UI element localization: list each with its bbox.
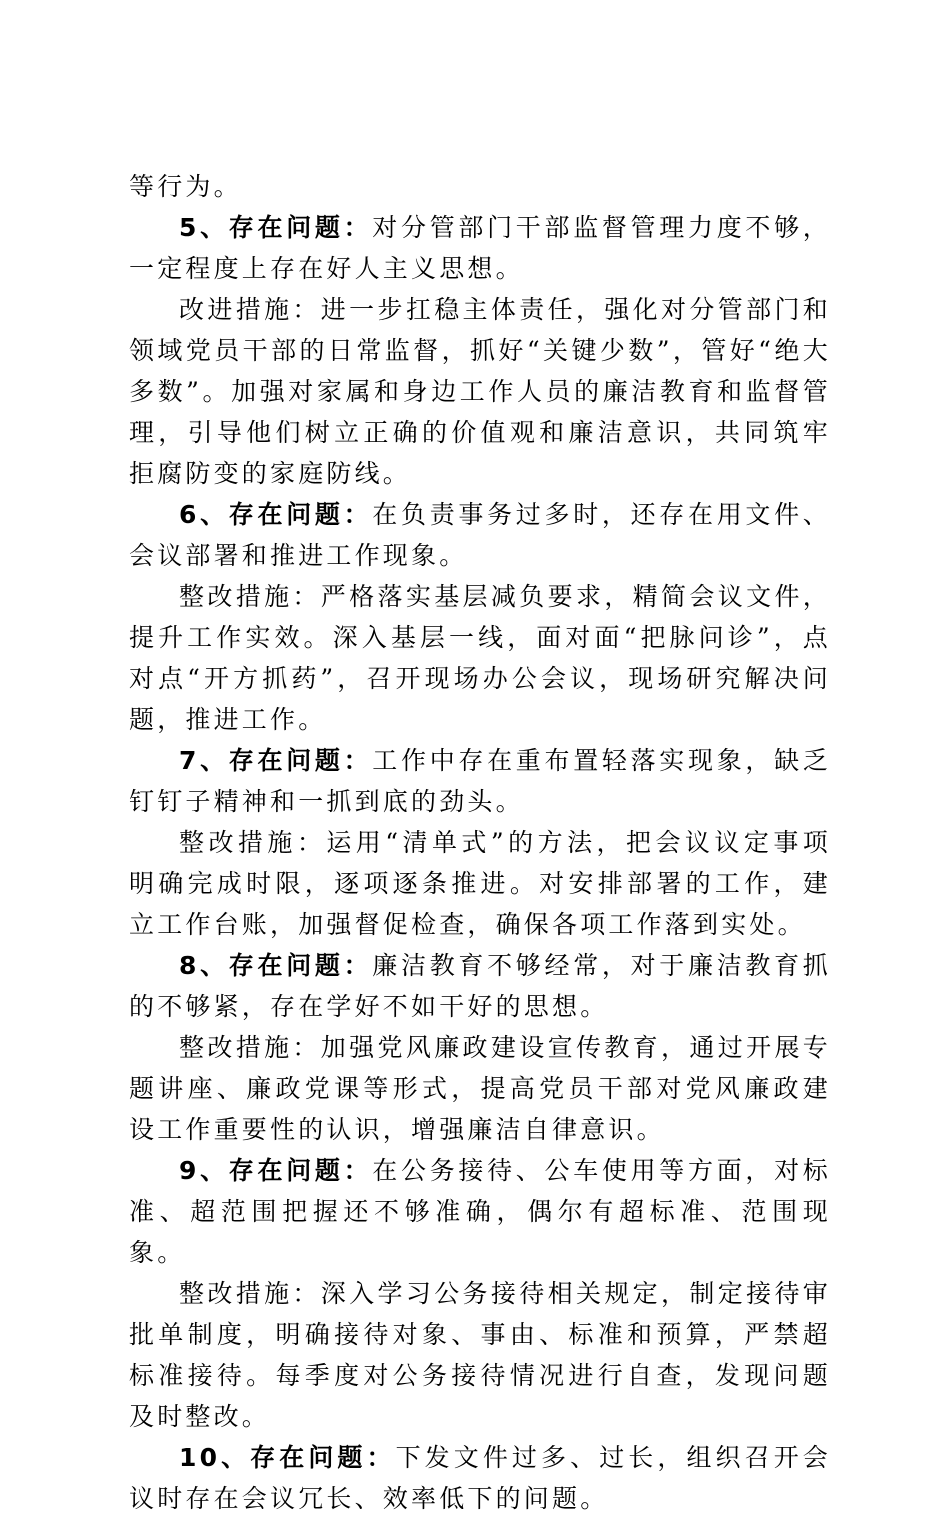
paragraph-heading: 9、存在问题： <box>179 1156 373 1185</box>
paragraph-5 <box>129 740 831 822</box>
paragraph-0 <box>129 166 831 207</box>
paragraph-6 <box>129 822 831 945</box>
paragraph-text: 廉洁教育不够经常，对于廉洁教育抓的不够紧，存在学好不如干好的思想。 <box>129 951 831 1021</box>
paragraph-heading: 8、存在问题： <box>179 951 373 980</box>
paragraph-heading: 6、存在问题： <box>179 500 373 529</box>
paragraph-9 <box>129 1150 831 1273</box>
paragraph-4 <box>129 576 831 740</box>
paragraph-text: 整改措施：加强党风廉政建设宣传教育，通过开展专题讲座、廉政党课等形式，提高党员干部对党风廉政建设工作重要性的认识，增强廉洁自律意识。 <box>129 1033 831 1144</box>
paragraph-heading: 7、存在问题： <box>179 746 373 775</box>
paragraph-text: 改进措施：进一步扛稳主体责任，强化对分管部门和领域党员干部的日常监督，抓好“关键少数”，管好“绝大多数”。加强对家属和身边工作人员的廉洁教育和监督管理，引导他们树立正确的价值观和廉洁意识，共同筑牢拒腐防变的家庭防线。 <box>129 295 831 488</box>
paragraph-text: 整改措施：深入学习公务接待相关规定，制定接待审批单制度，明确接待对象、事由、标准和预算，严禁超标准接待。每季度对公务接待情况进行自查，发现问题及时整改。 <box>129 1279 831 1431</box>
paragraph-text: 工作中存在重布置轻落实现象，缺乏钉钉子精神和一抓到底的劲头。 <box>129 746 831 816</box>
paragraph-text: 对分管部门干部监督管理力度不够，一定程度上存在好人主义思想。 <box>129 213 831 283</box>
paragraph-text: 在公务接待、公车使用等方面，对标准、超范围把握还不够准确，偶尔有超标准、范围现象。 <box>129 1156 831 1267</box>
paragraph-7 <box>129 945 831 1027</box>
paragraph-text: 等行为。 <box>129 172 242 201</box>
paragraph-3 <box>129 494 831 576</box>
paragraph-8 <box>129 1027 831 1150</box>
paragraph-text: 整改措施：严格落实基层减负要求，精简会议文件，提升工作实效。深入基层一线，面对面“把脉问诊”，点对点“开方抓药”，召开现场办公会议，现场研究解决问题，推进工作。 <box>129 582 831 734</box>
paragraph-1 <box>129 207 831 289</box>
paragraph-10 <box>129 1273 831 1437</box>
paragraph-text: 整改措施：运用“清单式”的方法，把会议议定事项明确完成时限，逐项逐条推进。对安排部署的工作，建立工作台账，加强督促检查，确保各项工作落到实处。 <box>129 828 831 939</box>
paragraph-11 <box>129 1437 831 1519</box>
paragraph-heading: 10、存在问题： <box>179 1443 396 1472</box>
document-page <box>129 166 831 1519</box>
paragraph-heading: 5、存在问题： <box>179 213 373 242</box>
paragraph-text: 在负责事务过多时，还存在用文件、会议部署和推进工作现象。 <box>129 500 831 570</box>
paragraph-text: 下发文件过多、过长，组织召开会议时存在会议冗长、效率低下的问题。 <box>129 1443 831 1513</box>
paragraph-2 <box>129 289 831 494</box>
